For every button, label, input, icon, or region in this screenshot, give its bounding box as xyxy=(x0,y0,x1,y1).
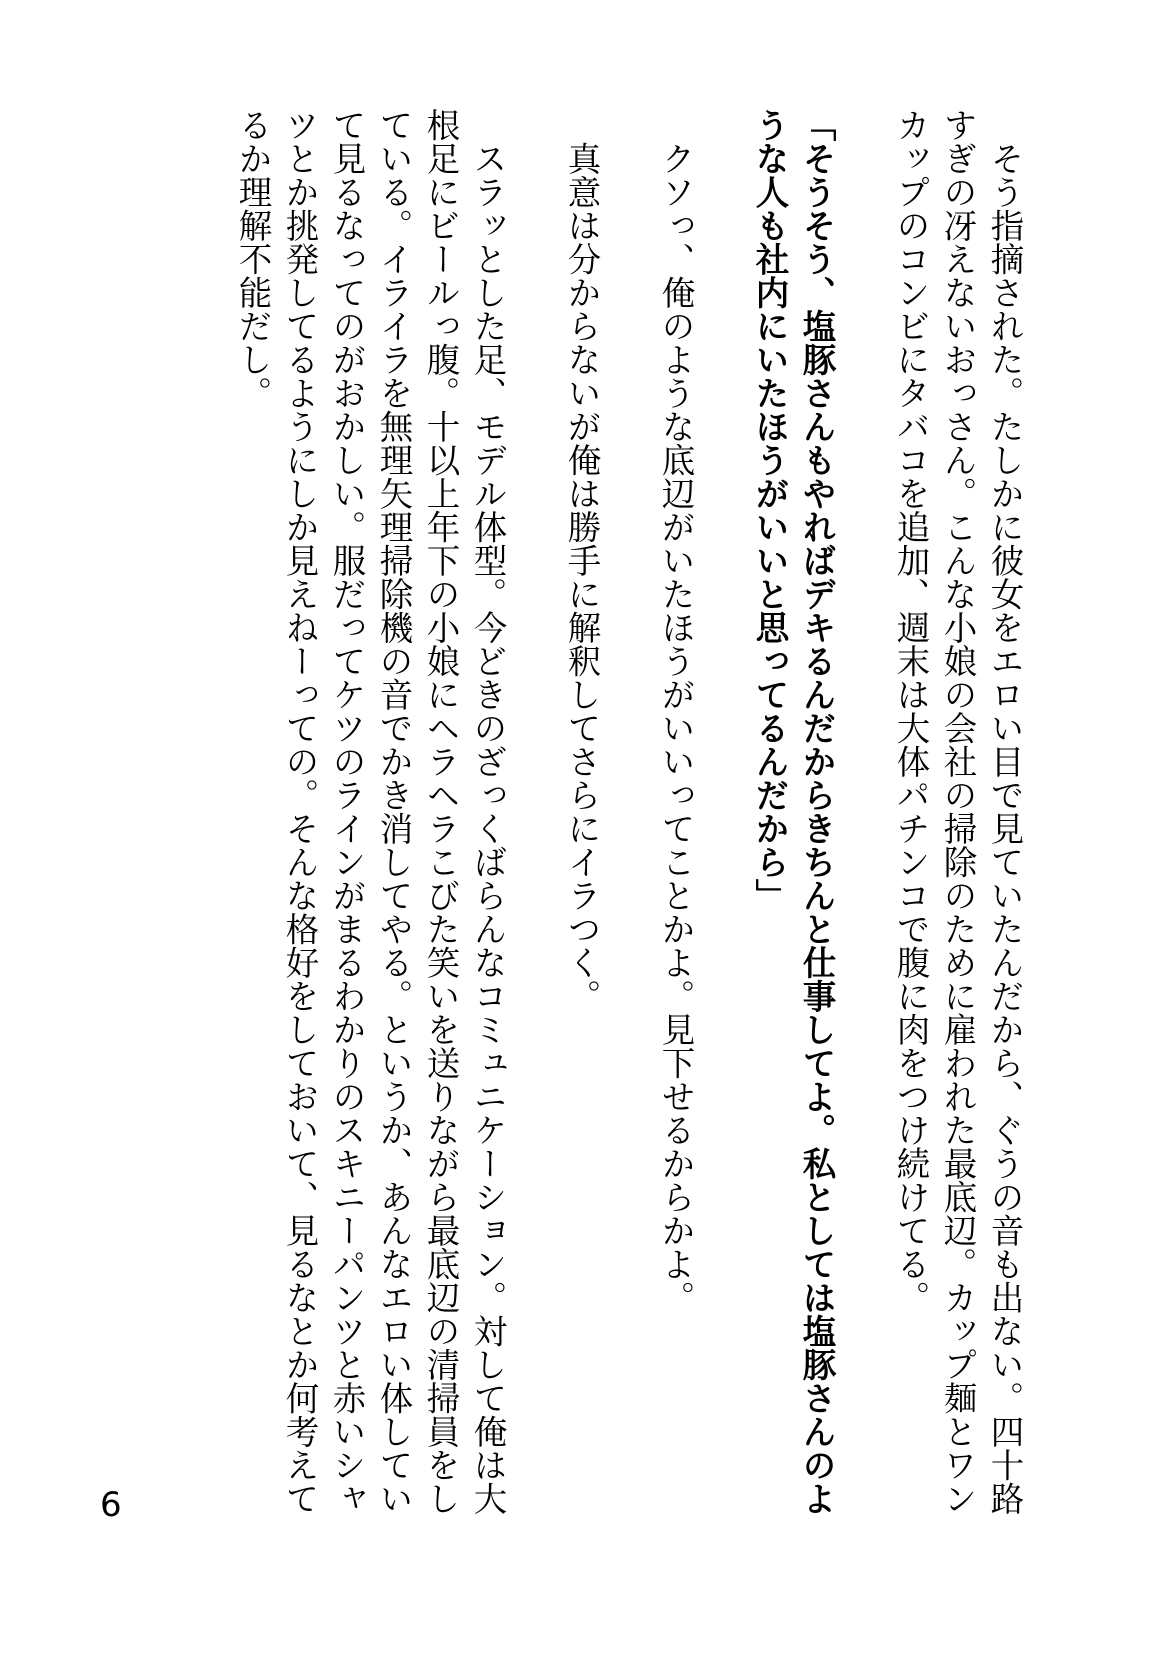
vertical-text-body xyxy=(229,108,1028,1548)
paragraph-spacer xyxy=(605,108,652,1548)
paragraph-spacer xyxy=(511,108,558,1548)
paragraph-spacer xyxy=(840,108,887,1548)
paragraph-dialogue: 「そうそう、塩豚さんもやればデキるんだからきちんと仕事してよ。私としては塩豚さんのような人も社内にいたほうがいいと思ってるんだから」 xyxy=(750,108,836,1515)
page-number: 6 xyxy=(100,1485,122,1525)
paragraph-narration: そう指摘された。たしかに彼女をエロい目で見ていたんだから、ぐうの音も出ない。四十路すぎの冴えないおっさん。こんな小娘の会社の掃除のために雇われた最底辺。カップ麺とワンカップのコンビにタバコを追加、週末は大体パチンコで腹に肉をつけ続けてる。 xyxy=(891,108,1024,1515)
paragraph-narration: クソっ、俺のような底辺がいたほうがいいってことかよ。見下せるからかよ。 xyxy=(656,108,695,1314)
paragraph-narration: スラッとした足、モデル体型。今どきのざっくばらんなコミュニケーション。対して俺は大根足にビールっ腹。十以上年下の小娘にヘラヘラこびた笑いを送りながら最底辺の清掃員をしている。イライラを無理矢理掃除機の音でかき消してやる。というか、あんなエロい体していて見るなってのがおかしい。服だってケツのラインがまるわかりのスキニーパンツと赤いシャツとか挑発してるようにしか見えねーっての。そんな格好をしておいて、見るなとか何考えてるか理解不能だし。 xyxy=(233,108,507,1515)
paragraph-narration: 真意は分からないが俺は勝手に解釈してさらにイラつく。 xyxy=(562,108,601,1013)
paragraph-spacer xyxy=(699,108,746,1548)
